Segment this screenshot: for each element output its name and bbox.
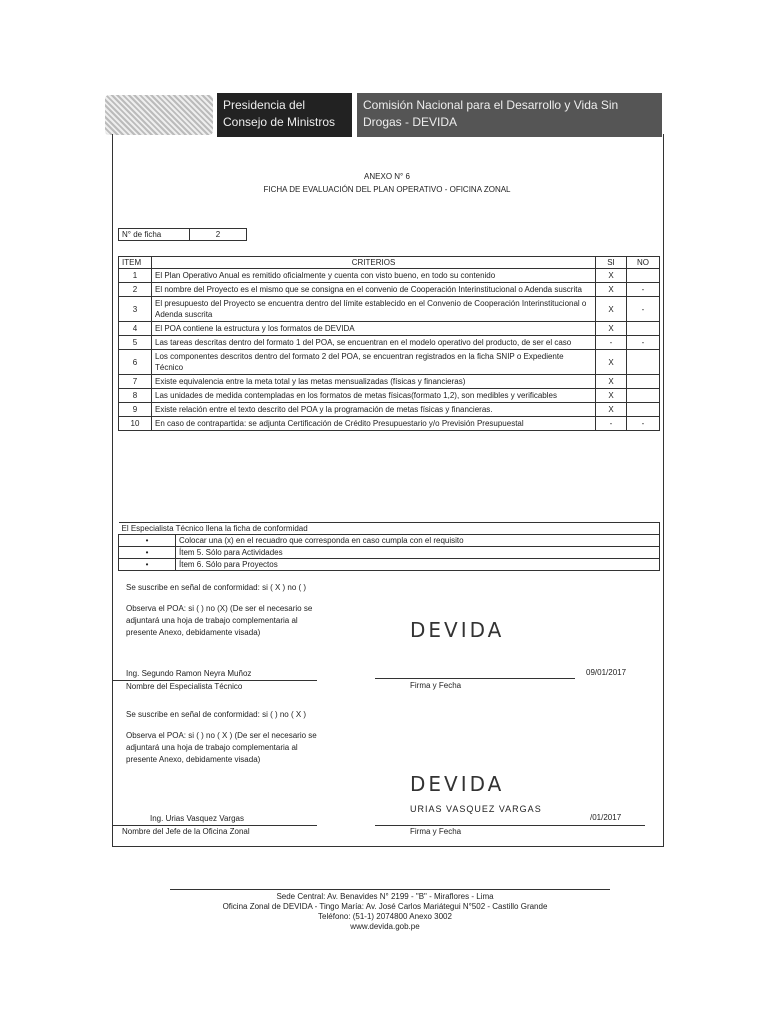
footer-address: Sede Central: Av. Benavides N° 2199 - "B" - Miraflores - Lima — [276, 892, 494, 901]
annex-number: ANEXO N° 6 — [364, 172, 410, 181]
specialist-date: 09/01/2017 — [586, 668, 627, 677]
no-cell — [627, 403, 660, 417]
form-title: FICHA DE EVALUACIÓN DEL PLAN OPERATIVO - OFICINA ZONAL — [263, 185, 511, 194]
item-cell: 4 — [119, 322, 152, 336]
specialist-observation: Observa el POA: si ( ) no (X) (De ser el necesario se adjuntará una hoja de trabajo complementaria al presente Anexo, debidamente visada) — [126, 604, 313, 637]
table-row — [119, 322, 660, 336]
footer-phone: Teléfono: (51-1) 2074800 Anexo 3002 — [318, 912, 452, 921]
item-cell: 10 — [119, 417, 152, 431]
table-row — [119, 336, 660, 350]
item-cell: 8 — [119, 389, 152, 403]
no-cell — [627, 322, 660, 336]
criterio-cell: Existe relación entre el texto descrito del POA y la programación de metas físicas y financieras. — [152, 403, 596, 417]
si-cell: X — [596, 297, 627, 322]
header-banner — [105, 93, 665, 138]
criterio-cell: El nombre del Proyecto es el mismo que se consigna en el convenio de Cooperación Interinstitucional o Adenda suscrita — [152, 283, 596, 297]
criterio-cell: El Plan Operativo Anual es remitido oficialmente y cuenta con visto bueno, en todo su contenido — [152, 269, 596, 283]
col-si: SI — [596, 257, 627, 269]
notes-heading: El Especialista Técnico llena la ficha de conformidad — [119, 523, 660, 535]
criterio-cell: Los componentes descritos dentro del formato 2 del POA, se encuentran registrados en la ficha SNIP o Expediente Técnico — [152, 350, 596, 375]
footer-website[interactable]: www.devida.gob.pe — [350, 922, 420, 931]
bullet: • — [119, 559, 176, 571]
table-row — [119, 269, 660, 283]
chief-conformity: Se suscribe en señal de conformidad: si ( ) no ( X ) — [126, 710, 307, 719]
no-cell — [627, 389, 660, 403]
no-cell: - — [627, 417, 660, 431]
specialist-conformity: Se suscribe en señal de conformidad: si ( X ) no ( ) — [126, 583, 307, 592]
footer-divider — [170, 889, 610, 890]
criterio-cell: Las unidades de medida contempladas en los formatos de metas físicas(formato 1,2), son medibles y verificables — [152, 389, 596, 403]
ficha-value: 2 — [190, 229, 247, 241]
item-cell: 1 — [119, 269, 152, 283]
chief-date: /01/2017 — [590, 813, 622, 822]
si-cell: X — [596, 403, 627, 417]
si-cell: - — [596, 336, 627, 350]
si-cell: X — [596, 389, 627, 403]
chief-name: Ing. Urias Vasquez Vargas — [150, 814, 244, 823]
no-cell: - — [627, 297, 660, 322]
signature-line — [375, 678, 575, 679]
criteria-table — [118, 256, 660, 431]
coat-of-arms-logo — [105, 95, 213, 135]
col-no: NO — [627, 257, 660, 269]
table-row — [119, 350, 660, 375]
table-row — [119, 403, 660, 417]
criterio-cell: Existe equivalencia entre la meta total y las metas mensualizadas (físicas y financieras) — [152, 375, 596, 389]
table-row — [119, 297, 660, 322]
table-row — [119, 283, 660, 297]
notes-table — [118, 522, 660, 571]
specialist-sign-label: Firma y Fecha — [410, 681, 462, 690]
no-cell — [627, 269, 660, 283]
ficha-number-box — [118, 228, 247, 241]
criterio-cell: En caso de contrapartida: se adjunta Certificación de Crédito Presupuestario y/o Previsión Presupuestal — [152, 417, 596, 431]
note-item: Colocar una (x) en el recuadro que corresponda en caso cumpla con el requisito — [176, 535, 660, 547]
no-cell: - — [627, 283, 660, 297]
chief-sign-label: Firma y Fecha — [410, 827, 462, 836]
col-item: ITEM — [119, 257, 152, 269]
note-item: Ítem 6. Sólo para Proyectos — [176, 559, 660, 571]
si-cell: X — [596, 283, 627, 297]
specialist-name-label: Nombre del Especialista Técnico — [126, 682, 243, 691]
chief-name-label: Nombre del Jefe de la Oficina Zonal — [122, 827, 250, 836]
table-row — [119, 375, 660, 389]
chief-stamp-name: URIAS VASQUEZ VARGAS — [410, 804, 542, 814]
si-cell: X — [596, 375, 627, 389]
item-cell: 7 — [119, 375, 152, 389]
no-cell — [627, 350, 660, 375]
no-cell: - — [627, 336, 660, 350]
note-item: Ítem 5. Sólo para Actividades — [176, 547, 660, 559]
footer — [0, 892, 770, 932]
item-cell: 5 — [119, 336, 152, 350]
col-criterios: CRITERIOS — [152, 257, 596, 269]
table-row — [119, 417, 660, 431]
footer-office: Oficina Zonal de DEVIDA - Tingo María: Av. José Carlos Mariátegui N°502 - Castillo Grande — [222, 902, 548, 911]
si-cell: - — [596, 417, 627, 431]
bullet: • — [119, 547, 176, 559]
bullet: • — [119, 535, 176, 547]
ficha-label: N° de ficha — [119, 229, 190, 241]
devida-stamp: DEVIDA — [410, 772, 505, 796]
specialist-name: Ing. Segundo Ramon Neyra Muñoz — [126, 669, 252, 678]
commission-name: Comisión Nacional para el Desarrollo y Vida Sin Drogas - DEVIDA — [357, 93, 662, 137]
chief-observation: Observa el POA: si ( ) no ( X ) (De ser el necesario se adjuntará una hoja de trabajo complementaria al presente Anexo, debidamente visada) — [126, 731, 317, 764]
si-cell: X — [596, 350, 627, 375]
item-cell: 9 — [119, 403, 152, 417]
devida-stamp: DEVIDA — [410, 618, 505, 642]
criterio-cell: El POA contiene la estructura y los formatos de DEVIDA — [152, 322, 596, 336]
institution-name: Presidencia del Consejo de Ministros — [217, 93, 352, 137]
si-cell: X — [596, 322, 627, 336]
item-cell: 3 — [119, 297, 152, 322]
item-cell: 6 — [119, 350, 152, 375]
si-cell: X — [596, 269, 627, 283]
item-cell: 2 — [119, 283, 152, 297]
criterio-cell: Las tareas descritas dentro del formato 1 del POA, se encuentran en el modelo operativo del producto, de ser el caso — [152, 336, 596, 350]
table-row — [119, 389, 660, 403]
no-cell — [627, 375, 660, 389]
criterio-cell: El presupuesto del Proyecto se encuentra dentro del límite establecido en el Convenio de Cooperación Interinstitucional o Adenda suscrita — [152, 297, 596, 322]
